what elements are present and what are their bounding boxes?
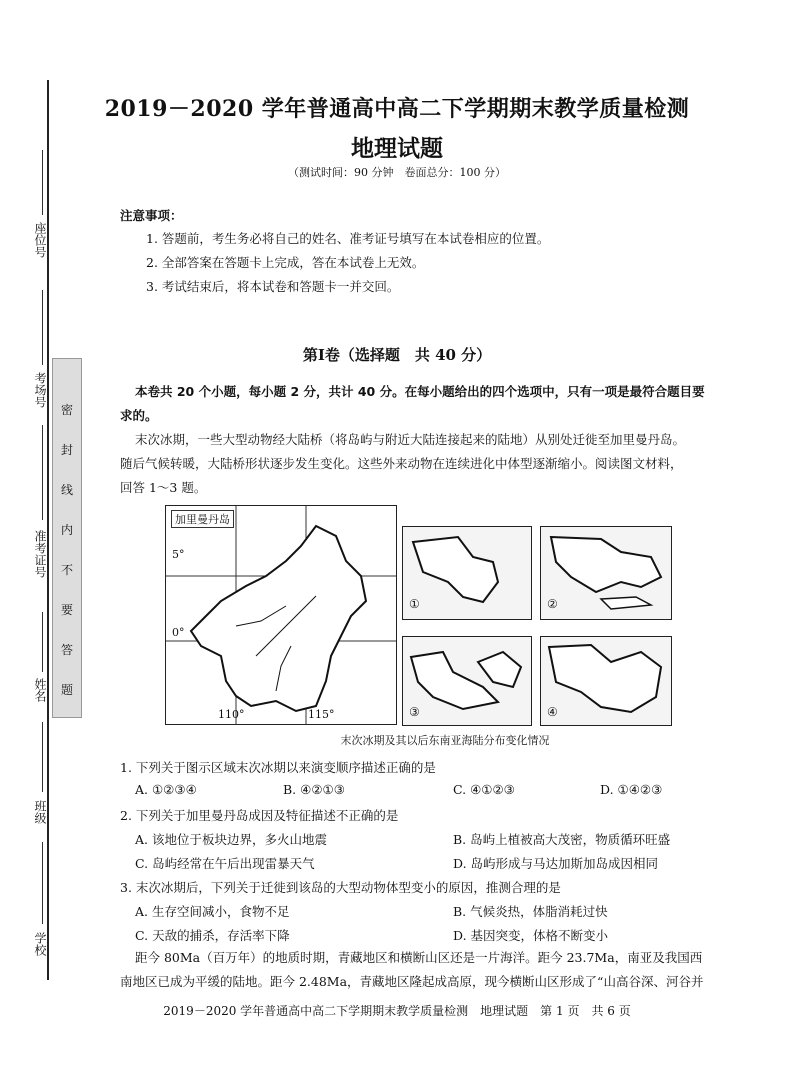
figure-caption: 末次冰期及其以后东南亚海陆分布变化情况 [340, 734, 550, 747]
passage-line: 末次冰期，一些大型动物经大陆桥（将岛屿与附近大陆连接起来的陆地）从别处迁徙至加里曼丹岛。 [135, 432, 686, 447]
exam-meta: （测试时间：90 分钟 卷面总分：100 分） [288, 166, 506, 179]
ticket-label: 准考证号 [33, 530, 47, 578]
name-label: 姓名 [33, 678, 47, 702]
notice-item: 3. 考试结束后，将本试卷和答题卡一并交回。 [146, 279, 400, 294]
borneo-map [165, 505, 397, 725]
lon-label: 115° [308, 708, 335, 721]
school-label: 学校 [33, 932, 47, 956]
passage-line: 随后气候转暖，大陆桥形状逐步发生变化。这些外来动物在连续进化中体型逐渐缩小。阅读图文材料， [120, 456, 683, 471]
class-label: 班级 [33, 800, 47, 824]
page-footer: 2019－2020 学年普通高中高二下学期期末教学质量检测 地理试题 第 1 页 共 6 页 [163, 1004, 631, 1018]
option: B. 气候炎热，体脂消耗过快 [453, 904, 608, 919]
name-blank [42, 612, 43, 672]
seal-text: 密 封 线 内 不 要 答 题 [60, 403, 73, 697]
option: D. 岛屿形成与马达加斯加岛成因相同 [453, 856, 659, 871]
question-stem: 3. 末次冰期后，下列关于迁徙到该岛的大型动物体型变小的原因，推测合理的是 [120, 880, 561, 895]
panel-3: ③ [402, 636, 532, 726]
option: D. 基因突变，体格不断变小 [453, 928, 609, 943]
section-title: 第Ⅰ卷（选择题 共 40 分） [302, 346, 492, 364]
borneo-map-svg [166, 506, 396, 724]
section-intro-2: 求的。 [120, 408, 158, 423]
option: C. 天敌的捕杀，存活率下降 [135, 928, 290, 943]
section-intro: 本卷共 20 个小题，每小题 2 分，共计 40 分。在每小题给出的四个选项中，只有一项是最符合题目要 [135, 384, 705, 399]
passage2-line: 南地区已成为平缓的陆地。距今 2.48Ma，青藏地区隆起成高原，现今横断山区形成了“山高谷深、河谷并 [120, 974, 704, 989]
panel-1: ① [402, 526, 532, 620]
question-stem: 1. 下列关于图示区域末次冰期以来演变顺序描述正确的是 [120, 760, 436, 775]
panel-4: ④ [540, 636, 672, 726]
seat-label: 座位号 [33, 222, 47, 258]
map-label: 加里曼丹岛 [171, 510, 234, 528]
subject-title: 地理试题 [351, 136, 443, 162]
school-blank [42, 842, 43, 924]
question-stem: 2. 下列关于加里曼丹岛成因及特征描述不正确的是 [120, 808, 399, 823]
passage-line: 回答 1～3 题。 [120, 480, 207, 495]
notice-heading: 注意事项： [120, 208, 183, 223]
option: C. 岛屿经常在午后出现雷暴天气 [135, 856, 315, 871]
ticket-blank [42, 425, 43, 520]
option: A. ①②③④ [135, 782, 197, 797]
option: D. ①④②③ [600, 782, 663, 797]
class-blank [42, 722, 43, 792]
notice-item: 1. 答题前，考生务必将自己的姓名、准考证号填写在本试卷相应的位置。 [146, 231, 550, 246]
option: B. ④②①③ [283, 782, 345, 797]
option: A. 生存空间减小，食物不足 [135, 904, 290, 919]
exam-title: 2019－2020 学年普通高中高二下学期期末教学质量检测 [104, 96, 690, 122]
option: B. 岛屿上植被高大茂密，物质循环旺盛 [453, 832, 671, 847]
panel-2: ② [540, 526, 672, 620]
notice-item: 2. 全部答案在答题卡上完成，答在本试卷上无效。 [146, 255, 425, 270]
passage2-line: 距今 80Ma（百万年）的地质时期，青藏地区和横断山区还是一片海洋。距今 23.7Ma，南亚及我国西 [135, 950, 703, 965]
lat-label: 0° [172, 626, 185, 639]
option: C. ④①②③ [453, 782, 515, 797]
lon-label: 110° [218, 708, 245, 721]
lat-label: 5° [172, 548, 185, 561]
borneo-island [191, 526, 366, 711]
option: A. 该地位于板块边界，多火山地震 [135, 832, 327, 847]
room-label: 考场号 [33, 372, 47, 408]
